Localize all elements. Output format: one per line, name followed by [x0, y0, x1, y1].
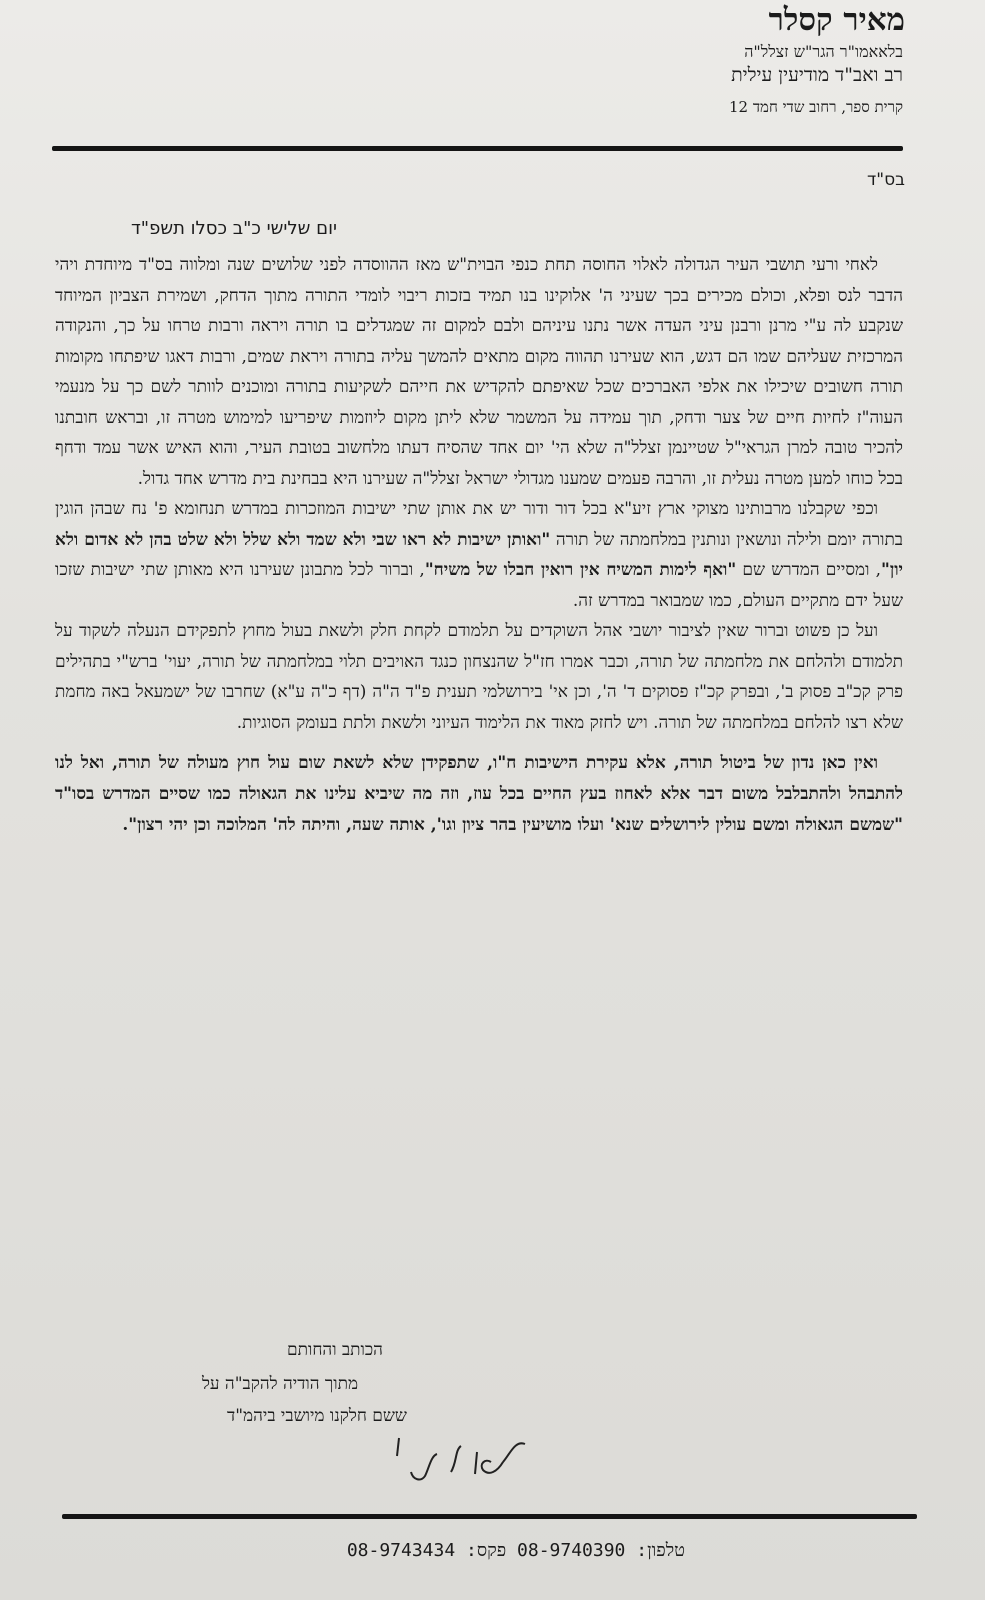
letter-body [55, 250, 903, 841]
bsd-mark: בס"ד [867, 170, 905, 190]
paragraph-2-text-c: , וברור לכל מתבונן שעירנו היא מאותן שתי ישיבות שזכו שעל ידם מתקיים העולם, כמו שמבואר במדרש זה. [55, 560, 903, 611]
signoff-line-1: הכותב והחותם [287, 1340, 383, 1360]
midrash-quote-1: "ואותן ישיבות לא ראו שבי ולא שמד ולא שלל ולא שלט בהן לא אדום ולא יון" [55, 529, 903, 580]
paragraph-4: ואין כאן נדון של ביטול תורה, אלא עקירת הישיבות ח"ו, שתפקידן שלא לשאת שום עול חוץ מעולה של תורה, ואל לנו להתבהל ולהתבלבל משום דבר אלא לאחוז בעץ החיים בכל עוז, וזה מה שיביא עלינו את הגאולה כמו שסיים המדרש בסו"ד "שמשם הגאולה ומשם עולין לירושלים שנא' ועלו מושיעין בהר ציון וגו', אותה שעה, והיתה לה' המלוכה וכן יהי רצון". [55, 753, 903, 835]
author-name: מאיר קסלר [768, 2, 905, 38]
signoff-line-3: ששם חלקנו מיושבי ביהמ"ד [227, 1406, 407, 1426]
footer-divider [62, 1514, 917, 1519]
midrash-quote-2: "ואף לימות המשיח אין רואין חבלו של משיח" [424, 560, 737, 580]
paragraph-2-text-b: , ומסיים המדרש שם [736, 560, 881, 580]
handwritten-signature [385, 1432, 530, 1488]
author-lineage: בלאאמו"ר הגר"ש זצלל"ה [744, 42, 903, 61]
signoff-line-2: מתוך הודיה להקב"ה על [201, 1374, 359, 1394]
paragraph-2-text-a: וכפי שקבלנו מרבותינו מצוקי ארץ זיע"א בכל דור ודור יש את אותן שתי ישיבות המוזכרות במדרש תנחומא פ' נח שבהן הוגין בתורה יומם ולילה ונושאין ונותנין במלחמתה של תורה [55, 499, 904, 550]
phone-number: 08-9740390 [517, 1540, 626, 1561]
author-title: רב ואב"ד מודיעין עילית [731, 64, 903, 86]
paragraph-2 [55, 494, 903, 616]
paragraph-3: ועל כן פשוט וברור שאין לציבור יושבי אהל השוקדים על תלמודם לקחת חלק ולשאת בעול מחוץ לתפקידם הנעלה לשקוד על תלמודם ולהלחם את מלחמתה של תורה, וכבר אמרו חז"ל שהנצחון כנגד האויבים תלוי במלחמתה של תורה, יעוי' ברש"י בתהילים פרק קכ"ב פסוק ב', ובפרק קכ"ז פסוקים ד' ה', וכן אי' בירושלמי תענית פ"ד ה"ה (דף כ"ה ע"א) שחרבו של ישמעאל באה מחמת שלא רצו להלחם במלחמתה של תורה. ויש לחזק מאוד את הלימוד העיוני ולשאת ולתת בעומק הסוגיות. [55, 621, 903, 733]
contact-line [347, 1540, 685, 1561]
fax-number: 08-9743434 [346, 1540, 456, 1561]
author-address: קרית ספר, רחוב שדי חמד 12 [728, 98, 903, 116]
header-divider [52, 146, 903, 151]
letter-date: יום שלישי כ"ב כסלו תשפ"ד [130, 218, 337, 239]
paragraph-1: לאחי ורעי תושבי העיר הגדולה לאלוי החוסה תחת כנפי הבוית"ש מאז ההווסדה לפני שלושים שנה ומלווה בס"ד מיוחדת ויהי הדבר לנס ופלא, וכולם מכירים בכך שעיני ה' אלוקינו בנו תמיד בזכות ריבוי לומדי התורה מתוך הדחק, ושמירת הצביון המיוחד שנקבע לה ע"י מרנן ורבנן עיני העדה אשר נתנו עיניהם ולבם למקום זה שמגדלים בו תורה ויראה ורבות טרחו על כך, והנקודה המרכזית שעליהם שמו הם דגש, הוא שעירנו תהווה מקום מתאים להמשך עליה בתורה ויראת שמים, ורבות דאגו שיפתחו מקומות תורה חשובים שיכילו את אלפי האברכים שכל שאיפתם להקדיש את חייהם לשקיעות בתורה ומוכנים לוותר לשם כך על מנעמי העוה"ז לחיות חיים של צער ודחק, תוך עמידה על המשמר שלא ליתן מקום ליוזמות שיפריעו למימוש מטרה זו, ובראש חובתנו להכיר טובה למרן הגראי"ל שטיינמן זצלל"ה שלא הי' יום אחד שהסיח דעתו מלחשוב בטובת העיר, והוא האיש אשר עמד ודחף בכל כוחו למען מטרה נעלית זו, והרבה פעמים שמענו מגדולי ישראל זצלל"ה שעירנו היא בבחינת בית מדרש אחד גדול. [55, 255, 903, 489]
fax-label: פקס: [466, 1540, 507, 1561]
phone-label: טלפון: [636, 1540, 685, 1561]
